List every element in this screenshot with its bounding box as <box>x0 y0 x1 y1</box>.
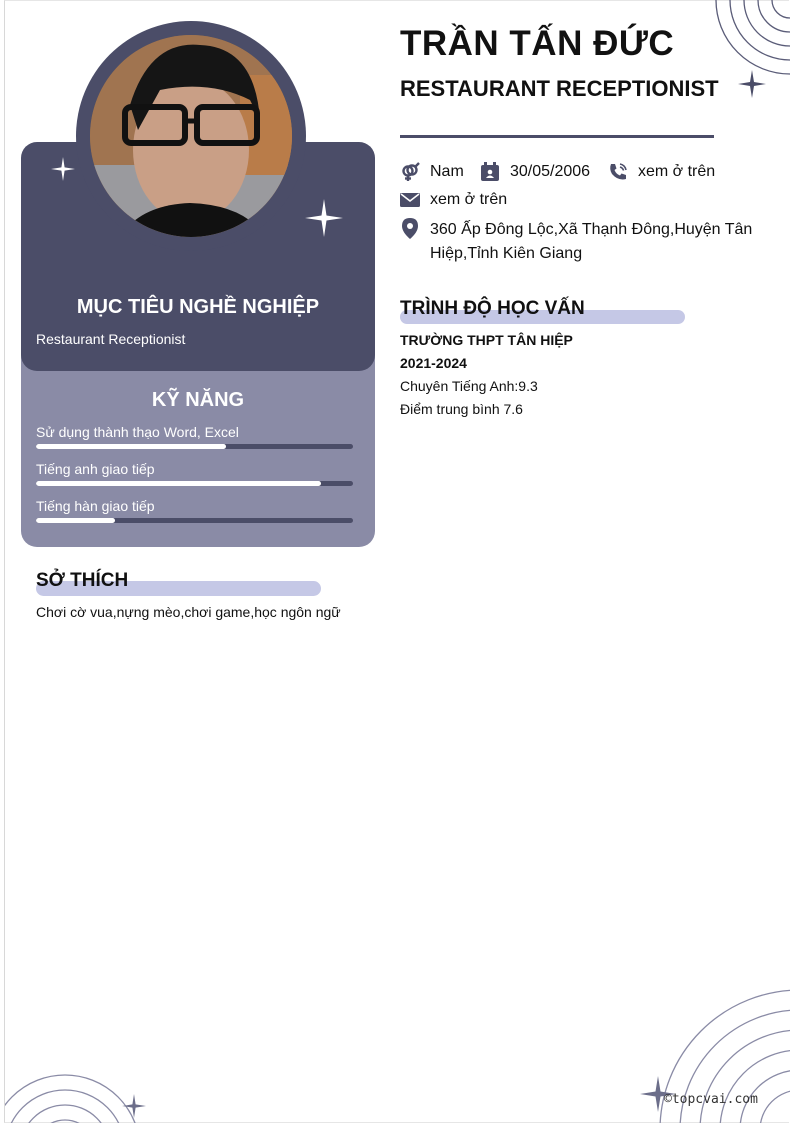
school-name: TRƯỜNG THPT TÂN HIỆP <box>400 332 573 348</box>
education-detail: Chuyên Tiếng Anh:9.3 <box>400 378 538 394</box>
avatar <box>90 35 292 237</box>
copyright-text: ©topcvai.com <box>664 1092 758 1107</box>
skill-bar-fill <box>36 444 226 449</box>
email-value[interactable]: xem ở trên <box>430 191 508 208</box>
calendar-icon <box>480 162 500 182</box>
birthdate-value: 30/05/2006 <box>510 163 591 180</box>
skill-bar-fill <box>36 518 115 523</box>
email-row[interactable] <box>400 190 507 210</box>
job-title: RESTAURANT RECEPTIONIST <box>400 76 719 101</box>
phone-value[interactable]: xem ở trên <box>638 163 716 180</box>
hobbies-text: Chơi cờ vua,nựng mèo,chơi game,học ngôn ngữ <box>36 604 341 620</box>
candidate-name: TRẦN TẤN ĐỨC <box>400 24 675 63</box>
school-years: 2021-2024 <box>400 355 467 371</box>
map-pin-icon <box>400 218 420 240</box>
skill-label: Sử dụng thành thạo Word, Excel <box>36 424 239 440</box>
hobbies-title: SỞ THÍCH <box>36 570 129 591</box>
sparkle-icon <box>738 70 766 98</box>
gender-row <box>400 162 464 182</box>
objective-title: MỤC TIÊU NGHỀ NGHIỆP <box>76 296 320 318</box>
birthdate-row <box>480 162 590 182</box>
gender-icon <box>400 162 420 182</box>
sparkle-icon <box>51 157 75 181</box>
phone-row[interactable] <box>608 162 715 182</box>
skill-bar <box>36 444 353 449</box>
skill-bar <box>36 481 353 486</box>
objective-text: Restaurant Receptionist <box>36 331 186 347</box>
gender-value: Nam <box>430 163 464 180</box>
skill-label: Tiếng anh giao tiếp <box>36 461 155 477</box>
header-divider <box>400 135 714 138</box>
avatar-photo <box>90 35 292 237</box>
skill-label: Tiếng hàn giao tiếp <box>36 498 155 514</box>
phone-icon <box>608 162 628 182</box>
skill-bar <box>36 518 353 523</box>
skill-bar-fill <box>36 481 321 486</box>
sparkle-icon <box>305 199 343 237</box>
sparkle-icon <box>122 1094 146 1118</box>
address-value: 360 Ấp Đông Lộc,Xã Thạnh Đông,Huyện Tân Hiệp,Tỉnh Kiên Giang <box>430 221 753 262</box>
envelope-icon <box>400 190 420 210</box>
education-title: TRÌNH ĐỘ HỌC VẤN <box>400 298 585 319</box>
skills-title: KỸ NĂNG <box>151 389 245 411</box>
education-detail: Điểm trung bình 7.6 <box>400 401 523 417</box>
